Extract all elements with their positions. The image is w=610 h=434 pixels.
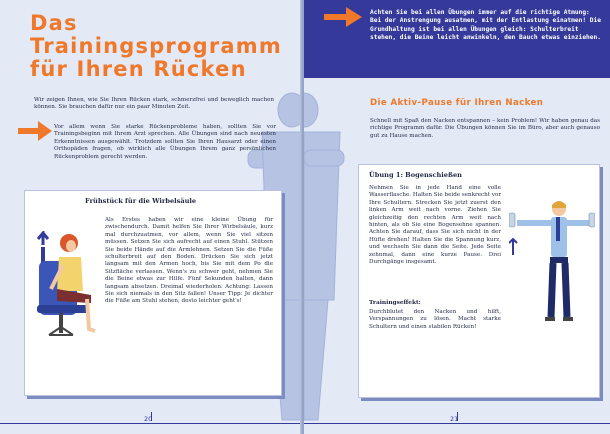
intro-paragraph: Wir zeigen Ihnen, wie Sie Ihren Rücken stark, schmerzfrei und beweglich machen können. Sie brauchen dafür nur ein paar Minuten Zeit. — [34, 97, 274, 111]
woman-on-chair-illustration — [29, 231, 105, 347]
left-page — [0, 0, 302, 434]
exercise-title: Übung 1: Bogenschießen — [369, 171, 462, 179]
man-archery-illustration — [509, 199, 595, 339]
footer-rule-left — [0, 423, 302, 424]
exercise-text: Nehmen Sie in jede Hand eine volle Wasserflasche. Halten Sie beide senkrecht vor Ihre Schultern. Strecken Sie jetzt zuerst den linken Arm weit nach vorne. Ziehen Sie gleichzeitig den rechten Arm weit nach hinten, als ob Sie eine Bogensehne spannen. Achten Sie darauf, dass Sie sich nicht in der Hüfte drehen! Halten Sie die Spannung kurz, und wechseln Sie dann die Seite. Jede Seite zehnmal, dann eine kurze Pause. Drei Durchgänge insgesamt. — [369, 185, 501, 266]
box-title: Frühstück für die Wirbelsäule — [85, 197, 197, 205]
page-title — [30, 12, 280, 81]
section-intro: Schnell mit Spaß den Nacken entspannen – kein Problem! Wir haben genau das richtige Programm dafür. Die Übungen können Sie im Büro, aber auch genauso gut zu Hause machen. — [370, 118, 600, 139]
title-line-2: Trainingsprogramm — [30, 34, 282, 58]
page-number-right: 21 — [450, 415, 459, 423]
section-title: Die Aktiv-Pause für Ihren Nacken — [370, 98, 544, 108]
right-page — [304, 0, 610, 434]
exercise-box-breakfast — [24, 190, 282, 396]
effect-text: Durchblutet den Nacken und hilft, Verspannungen zu lösen. Macht starke Schultern und einen stabilen Rücken! — [369, 309, 501, 330]
banner-text: Achten Sie bei allen Übungen immer auf die richtige Atmung: Bei der Anstrengung ausatmen, mit der Entlastung einatmen! Die Grundhaltung ist bei allen Übungen gleich: Schulterbreit stehen, die Beine leicht anwinkeln, den Bauch etwas einziehen. — [370, 9, 601, 42]
footer-rule-right — [304, 423, 610, 424]
box-text: Als Erstes haben wir eine kleine Übung für zwischendurch. Damit helfen Sie Ihrer Wirbelsäule, kurz mal durchzuatmen, vor allem, wenn Sie viel sitzen müssen. Setzen Sie sich aufrecht auf einen Stuhl. Stützen Sie beide Hände auf die Armlehnen. Setzen Sie die Füße schulterbreit auf den Boden. Drücken Sie sich jetzt langsam mit den Armen hoch, bis Sie mit dem Po die Sitzfläche verlassen. Wenn's zu schwer geht, nehmen Sie die Beine etwas zur Hilfe. Fünf Sekunden halten, dann langsam absetzen. Dreimal wiederholen. Achtung: Lassen Sie sich niemals in den Sitz fallen! Unser Tipp: Je dichter die Füße am Stuhl stehen, desto leichter geht's! — [105, 217, 273, 305]
page-number-left: 20 — [144, 415, 153, 423]
advice-paragraph: Vor allem wenn Sie starke Rückenprobleme haben, sollten Sie vor Trainingsbeginn mit Ihrem Arzt sprechen. Alle Übungen sind nach neuesten Erkenntnissen ausgewählt. Trotzdem sollten Sie Ihren Hausarzt oder einen Orthopäden fragen, ob wirklich alle Übungen Ihrem ganz persönlichen Rückenproblem gerecht werden. — [54, 124, 276, 160]
exercise-box-archery — [358, 164, 600, 398]
title-line-3: für Ihren Rücken — [30, 57, 247, 81]
title-line-1: Das — [30, 11, 78, 35]
arrow-right-icon — [18, 120, 52, 142]
effect-title: Trainingseffekt: — [369, 300, 421, 306]
